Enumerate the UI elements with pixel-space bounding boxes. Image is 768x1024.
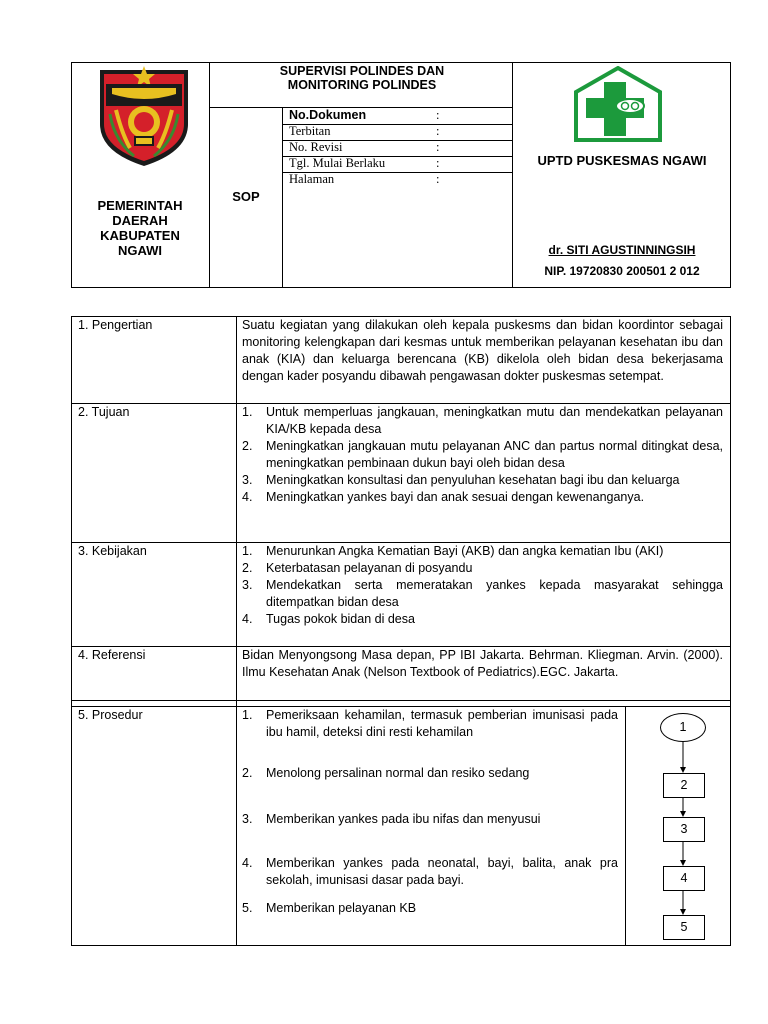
row-tujuan [71,403,731,542]
row-referensi [71,646,731,700]
signatory-name: dr. SITI AGUSTINNINGSIH [548,243,696,257]
flowchart-node: 5 [663,915,705,940]
list-item: 1. Pemeriksaan kehamilan, termasuk pemberian imunisasi pada ibu hamil, deteksi dini resti kehamilan [242,708,618,739]
sop-label: SOP [232,189,260,204]
right-org-name: UPTD PUSKESMAS NGAWI [537,153,707,168]
puskesmas-logo [574,66,662,144]
tujuan-label: 2. Tujuan [78,405,130,419]
row-pengertian [71,316,731,403]
flowchart-node: 4 [663,866,705,891]
meta-row-tgl-mulai [283,156,512,173]
pengertian-text: Suatu kegiatan yang dilakukan oleh kepala puskesms dan bidan koordintor sebagai monitoring kelengkapan dari kesmas untuk memberikan pelayanan kesehatan ibu dan anak (KIA) dan keluarga berencana (KB) dikelola oleh bidan desa bekerjasama dengan kader posyandu dibawah pengawasan dokter puskesmas setempat. [242,318,723,383]
ngawi-emblem [96,64,192,168]
flowchart-node: 3 [663,817,705,842]
document-meta [283,108,512,190]
meta-colon: : [436,156,440,170]
flowchart-node: 2 [663,773,705,798]
meta-label: Terbitan [289,124,331,138]
meta-label: No. Revisi [289,140,343,154]
prosedur-label: 5. Prosedur [78,708,143,722]
row-kebijakan [71,542,731,646]
kebijakan-label: 3. Kebijakan [78,544,147,558]
meta-row-no-revisi [283,140,512,157]
list-item: 3. Mendekatkan serta memeratakan yankes kepada masyarakat sehingga ditempatkan bidan desa [242,578,723,609]
meta-label: Tgl. Mulai Berlaku [289,156,386,170]
list-item: 1. Untuk memperluas jangkauan, meningkatkan mutu dan mendekatkan pelayanan KIA/KB kepada desa [242,405,723,436]
prosedur-steps [237,706,625,946]
signatory-nip: NIP. 19720830 200501 2 012 [544,264,700,278]
prosedur-flowchart [626,707,730,945]
meta-colon: : [436,108,440,122]
list-item: 2. Keterbatasan pelayanan di posyandu [242,561,473,575]
meta-label: No.Dokumen [289,108,367,122]
puskesmas-cross-icon [574,66,662,144]
kebijakan-list [242,543,723,628]
list-item: 4. Memberikan yankes pada neonatal, bayi, balita, anak pra sekolah, imunisasi dasar pada bayi. [242,856,618,887]
list-item: 5. Memberikan pelayanan KB [242,901,417,915]
referensi-text: Bidan Menyongsong Masa depan, PP IBI Jakarta. Behrman. Kliegman. Arvin. (2000). Ilmu Kesehatan Anak (Nelson Textbook of Pediatrics).EGC. Jakarta. [242,648,723,679]
flowchart-start-node: 1 [660,713,706,742]
header-divider [209,62,210,288]
meta-colon: : [436,124,440,138]
list-item: 3. Memberikan yankes pada ibu nifas dan menyusui [242,812,541,826]
list-item: 4. Tugas pokok bidan di desa [242,612,415,626]
meta-colon: : [436,140,440,154]
list-item: 2. Menolong persalinan normal dan resiko sedang [242,766,530,780]
meta-label: Halaman [289,172,335,186]
shield-emblem-icon [96,64,192,168]
document-title: SUPERVISI POLINDES DAN MONITORING POLINDES [279,64,445,92]
pengertian-label: 1. Pengertian [78,318,153,332]
list-item: 2. Meningkatkan jangkauan mutu pelayanan ANC dan partus normal ditingkat desa, meningkatkan pembinaan dukun bayi oleh bidan desa [242,439,723,470]
list-item: 4. Meningkatkan yankes bayi dan anak sesuai dengan kewenanganya. [242,490,645,504]
left-org-name: PEMERINTAH DAERAH KABUPATEN NGAWI [97,198,183,258]
tujuan-list [242,404,723,506]
meta-row-no-dokumen [283,108,512,125]
meta-colon: : [436,172,440,186]
referensi-label: 4. Referensi [78,648,146,662]
table-divider [71,700,731,701]
list-item: 3. Meningkatkan konsultasi dan penyuluhan kesehatan bagi ibu dan keluarga [242,473,680,487]
list-item: 1. Menurunkan Angka Kematian Bayi (AKB) dan angka kematian Ibu (AKI) [242,544,664,558]
meta-row-halaman [283,172,512,188]
meta-row-terbitan [283,124,512,141]
